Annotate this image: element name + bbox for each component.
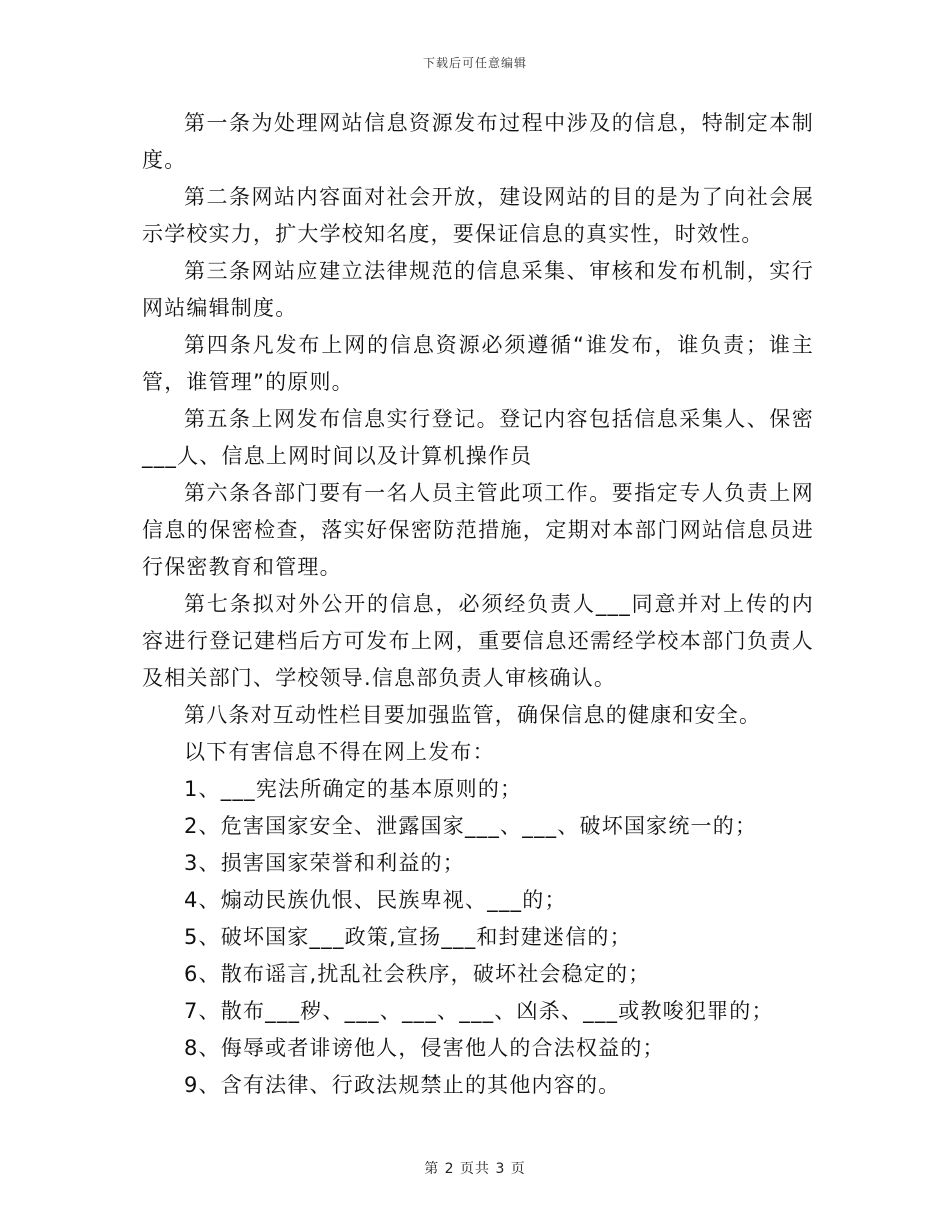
article-7: 第七条拟对外公开的信息，必须经负责人___同意并对上传的内容进行登记建档后方可发布上网，重要信息还需经学校本部门负责人及相关部门、学校领导.信息部负责人审核确认。 (142, 592, 814, 690)
article-6: 第六条各部门要有一名人员主管此项工作。要指定专人负责上网信息的保密检查，落实好保密防范措施，定期对本部门网站信息员进行保密教育和管理。 (142, 481, 814, 579)
list-item: 9、含有法律、行政法规禁止的其他内容的。 (184, 1073, 621, 1097)
list-item: 2、危害国家安全、泄露国家___、___、破坏国家统一的； (184, 814, 758, 838)
article-8: 第八条对互动性栏目要加强监管，确保信息的健康和安全。 (184, 703, 762, 727)
article-1: 第一条为处理网站信息资源发布过程中涉及的信息，特制定本制度。 (142, 111, 814, 172)
page-number: 第 2 页共 3 页 (424, 1161, 526, 1177)
article-2: 第二条网站内容面对社会开放，建设网站的目的是为了向社会展示学校实力，扩大学校知名度，要保证信息的真实性，时效性。 (142, 185, 814, 246)
article-4: 第四条凡发布上网的信息资源必须遵循“谁发布，谁负责；谁主管，谁管理”的原则。 (142, 333, 814, 394)
list-intro: 以下有害信息不得在网上发布： (184, 740, 495, 764)
page-header-note: 下载后可任意编辑 (422, 56, 527, 70)
document-body (142, 105, 814, 1104)
list-item: 8、侮辱或者诽谤他人，侵害他人的合法权益的； (184, 1036, 665, 1060)
list-item: 4、煽动民族仇恨、民族卑视、___的； (184, 888, 567, 912)
article-3: 第三条网站应建立法律规范的信息采集、审核和发布机制，实行网站编辑制度。 (142, 259, 814, 320)
list-item: 6、散布谣言,扰乱社会秩序，破坏社会稳定的； (184, 962, 651, 986)
article-5: 第五条上网发布信息实行登记。登记内容包括信息采集人、保密___人、信息上网时间以及计算机操作员 (142, 407, 814, 468)
list-item: 3、损害国家荣誉和利益的； (184, 851, 465, 875)
list-item: 5、破坏国家___政策,宣扬___和封建迷信的； (184, 925, 632, 949)
list-item: 1、___宪法所确定的基本原则的； (184, 777, 523, 801)
list-item: 7、散布___秽、___、___、___、凶杀、___或教唆犯罪的； (184, 999, 774, 1023)
